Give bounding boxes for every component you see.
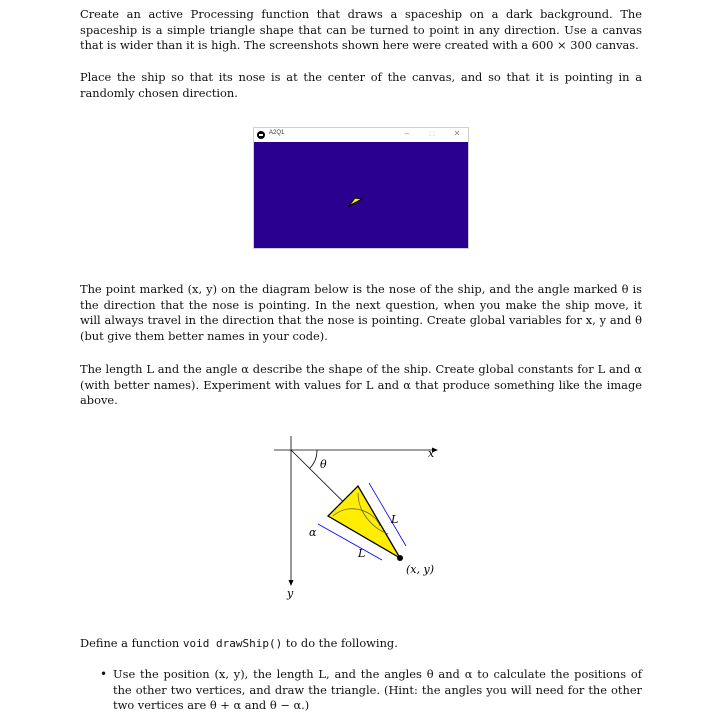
minimize-icon: –: [404, 129, 410, 138]
processing-window-screenshot: [253, 127, 469, 249]
maximize-icon: □: [429, 129, 435, 138]
nose-point: [397, 555, 403, 561]
ship-geometry-diagram: [270, 430, 450, 605]
length-label-lower: L: [358, 547, 366, 560]
theta-arc: [310, 450, 318, 469]
window-title: A2Q1: [269, 130, 285, 136]
processing-app-icon: [257, 131, 265, 139]
spaceship-canvas-drawing: [254, 142, 468, 248]
point-description-paragraph: The point marked (x, y) on the diagram below is the nose of the ship, and the angle marked θ is the direction that the nose is pointing. In the next question, when you make the ship move, it will always travel in the direction that the nose is pointing. Create global variables for x, y and θ (but give them better names in your code).: [80, 282, 642, 343]
function-signature: void drawShip(): [182, 637, 283, 650]
bullet-item-text: Use the position (x, y), the length L, and the angles θ and α to calculate the positions of the other two vertices, and draw the triangle. (Hint: the angles you will need for the other two vertices are θ + α and θ − α.): [113, 667, 642, 713]
close-icon: ✕: [453, 129, 461, 138]
sketch-canvas: [254, 142, 468, 248]
spaceship-triangle: [349, 198, 362, 206]
define-function-paragraph: [80, 636, 642, 652]
window-titlebar: [254, 128, 468, 142]
y-axis-label: y: [287, 587, 294, 600]
y-axis-arrow-icon: [289, 580, 294, 586]
x-axis-label: x: [428, 447, 435, 460]
length-label-upper: L: [391, 513, 399, 526]
point-label: (x, y): [406, 563, 434, 576]
spaceship-nose: [348, 205, 351, 208]
alpha-label: α: [309, 526, 317, 539]
shape-description-paragraph: The length L and the angle α describe the shape of the ship. Create global constants for L and α (with better names). Experiment with values for L and α that produce something like the image above.: [80, 362, 642, 408]
intro-paragraph: Create an active Processing function that draws a spaceship on a dark background. The spaceship is a simple triangle shape that can be turned to point in any direction. Use a canvas that is wider than it is high. The screenshots shown here were created with a 600 × 300 canvas.: [80, 7, 642, 53]
define-suffix: to do the following.: [282, 636, 398, 650]
placement-paragraph: Place the ship so that its nose is at the center of the canvas, and so that it is pointing in a randomly chosen direction.: [80, 70, 642, 100]
define-prefix: Define a function: [80, 636, 183, 650]
bullet-icon: •: [100, 667, 108, 681]
theta-label: θ: [320, 458, 327, 471]
